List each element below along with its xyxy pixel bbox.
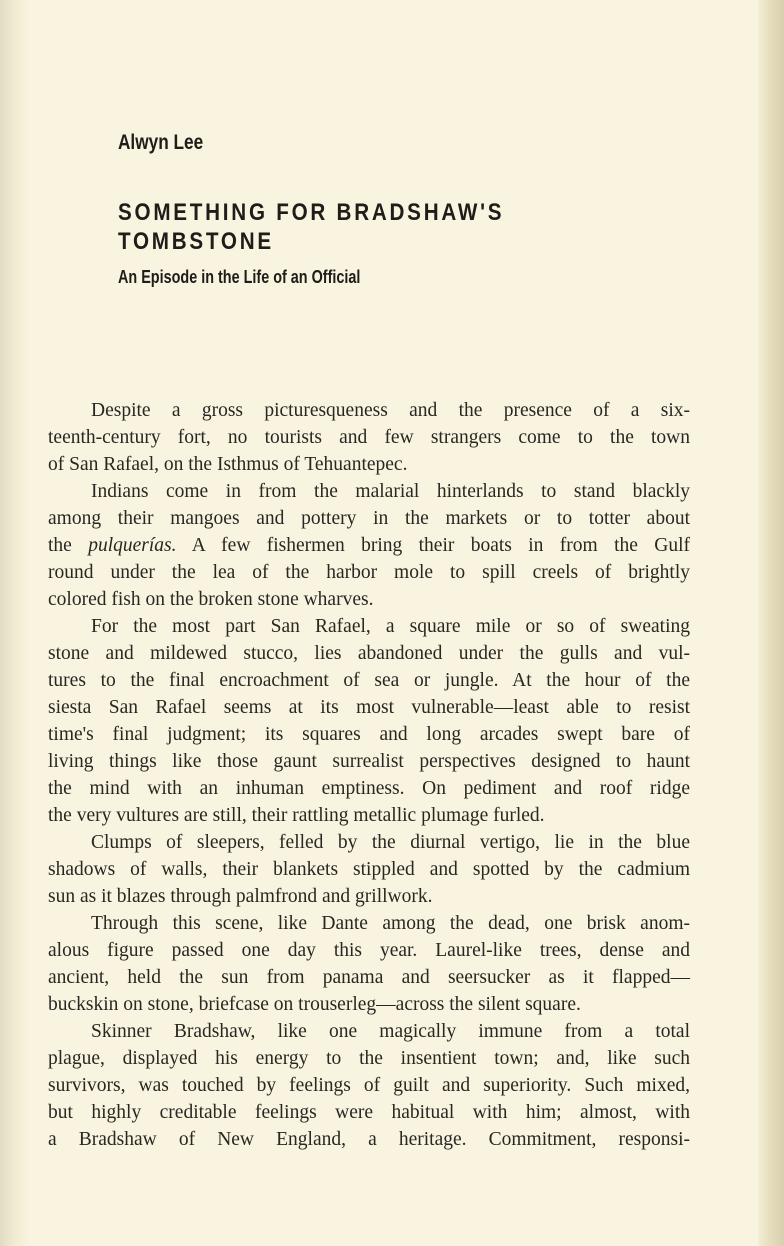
paragraph bbox=[48, 1018, 690, 1153]
text-line: siesta San Rafael seems at its most vulnerable—least able to resist bbox=[48, 697, 690, 718]
paragraph bbox=[48, 829, 690, 910]
page-right-edge bbox=[758, 0, 784, 1246]
text-line: Despite a gross picturesqueness and the presence of a six- bbox=[91, 400, 690, 421]
body-text bbox=[48, 397, 690, 1153]
text-line: For the most part San Rafael, a square mile or so of sweating bbox=[91, 616, 690, 637]
text-line: time's final judgment; its squares and long arcades swept bare of bbox=[48, 724, 690, 745]
text-line: tures to the final encroachment of sea or jungle. At the hour of the bbox=[48, 670, 690, 691]
text-line: shadows of walls, their blankets stippled and spotted by the cadmium bbox=[48, 859, 690, 880]
paragraph bbox=[48, 397, 690, 478]
text-line: Through this scene, like Dante among the dead, one brisk anom- bbox=[91, 913, 690, 934]
author-name: Alwyn Lee bbox=[118, 131, 204, 154]
story-title bbox=[118, 198, 504, 256]
text-line: round under the lea of the harbor mole to spill creels of brightly bbox=[48, 562, 690, 583]
text-line: living things like those gaunt surrealist perspectives designed to haunt bbox=[48, 751, 690, 772]
text-segment: the bbox=[48, 535, 72, 556]
text-line: sun as it blazes through palmfrond and grillwork. bbox=[48, 886, 433, 907]
text-line: a Bradshaw of New England, a heritage. Commitment, responsi- bbox=[48, 1129, 690, 1150]
text-line: stone and mildewed stucco, lies abandoned under the gulls and vul- bbox=[48, 643, 690, 664]
paragraph bbox=[48, 613, 690, 829]
text-line bbox=[48, 532, 690, 559]
text-line: the mind with an inhuman emptiness. On pediment and roof ridge bbox=[48, 778, 690, 799]
page-binding-edge bbox=[0, 0, 30, 1246]
italic-word: pulquerías. bbox=[88, 535, 177, 556]
story-title-line-1: SOMETHING FOR BRADSHAW'S bbox=[118, 199, 505, 226]
text-line: survivors, was touched by feelings of guilt and superiority. Such mixed, bbox=[48, 1075, 690, 1096]
text-line: ancient, held the sun from panama and seersucker as it flapped— bbox=[48, 967, 690, 988]
text-line: Skinner Bradshaw, like one magically immune from a total bbox=[91, 1021, 690, 1042]
text-line: buckskin on stone, briefcase on trouserleg—across the silent square. bbox=[48, 994, 581, 1015]
text-line: teenth-century fort, no tourists and few strangers come to the town bbox=[48, 427, 690, 448]
text-line: but highly creditable feelings were habitual with him; almost, with bbox=[48, 1102, 690, 1123]
text-line: colored fish on the broken stone wharves. bbox=[48, 589, 374, 610]
text-segment: A few fishermen bring their boats in from the Gulf bbox=[191, 535, 690, 556]
text-line: alous figure passed one day this year. Laurel-like trees, dense and bbox=[48, 940, 690, 961]
text-line: plague, displayed his energy to the insentient town; and, like such bbox=[48, 1048, 690, 1069]
paragraph bbox=[48, 478, 690, 613]
text-line: Indians come in from the malarial hinterlands to stand blackly bbox=[91, 481, 690, 502]
text-line: of San Rafael, on the Isthmus of Tehuantepec. bbox=[48, 454, 408, 475]
story-subtitle: An Episode in the Life of an Official bbox=[118, 267, 361, 287]
text-line: the very vultures are still, their rattling metallic plumage furled. bbox=[48, 805, 545, 826]
text-line: Clumps of sleepers, felled by the diurnal vertigo, lie in the blue bbox=[91, 832, 690, 853]
story-title-line-2: TOMBSTONE bbox=[118, 228, 274, 255]
text-line: among their mangoes and pottery in the markets or to totter about bbox=[48, 508, 690, 529]
paragraph bbox=[48, 910, 690, 1018]
